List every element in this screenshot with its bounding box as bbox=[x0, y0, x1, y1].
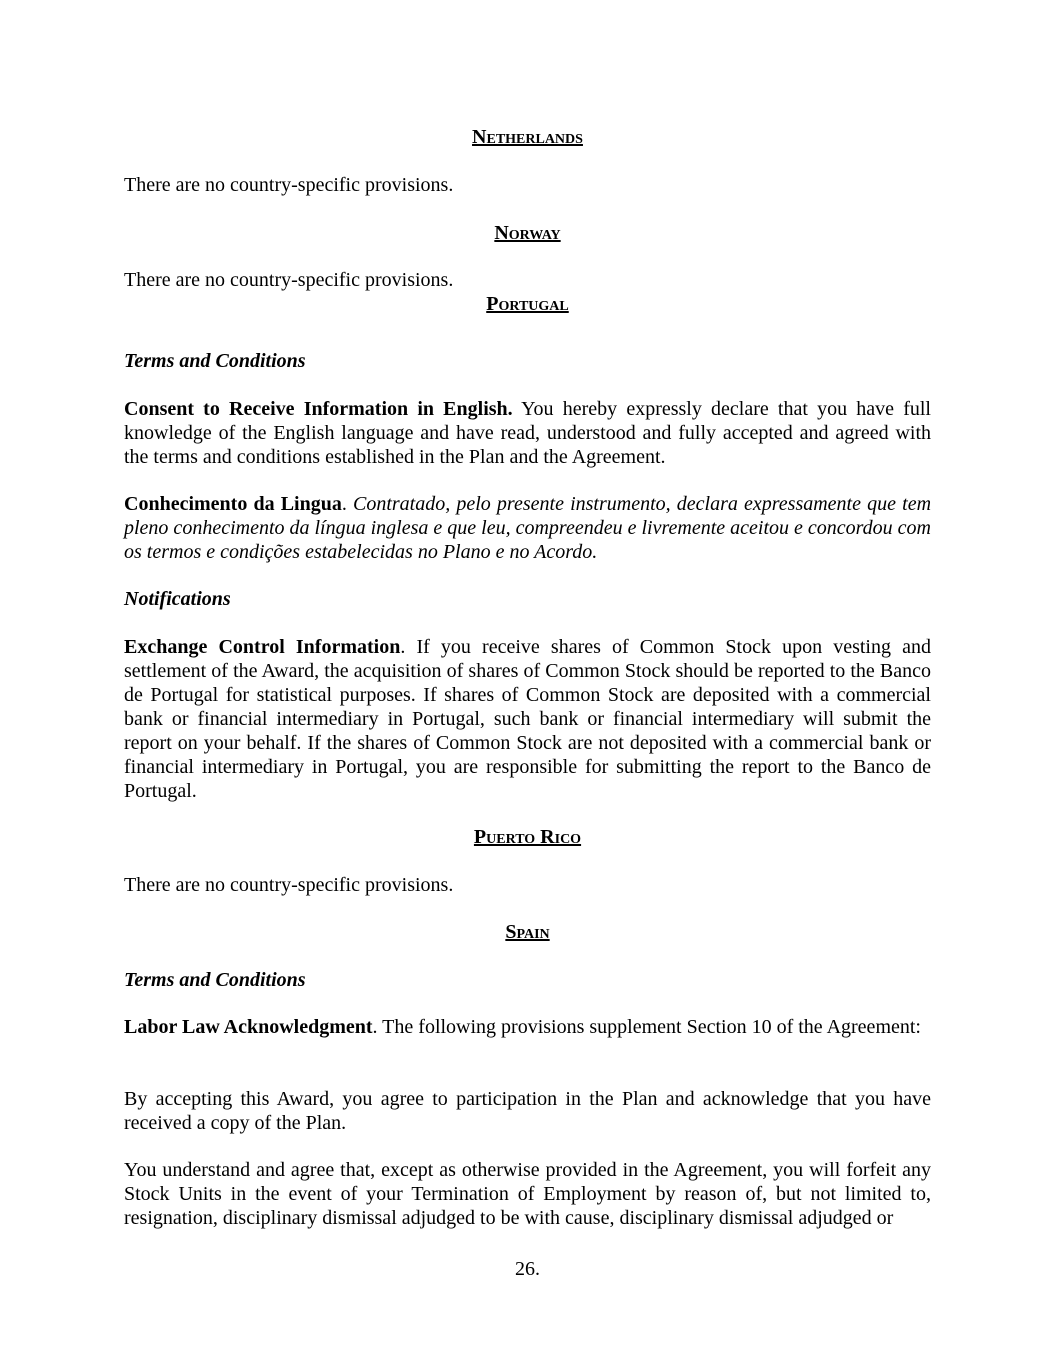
page-number: 26. bbox=[515, 1258, 540, 1280]
portugal-notifications-heading: Notifications bbox=[124, 588, 231, 610]
portugal-lingua-paragraph bbox=[124, 492, 931, 564]
portugal-terms-heading: Terms and Conditions bbox=[124, 350, 306, 372]
norway-text: There are no country-specific provisions. bbox=[124, 269, 454, 291]
labor-title: Labor Law Acknowledgment bbox=[124, 1016, 373, 1038]
heading-portugal: Portugal bbox=[486, 293, 569, 315]
lingua-title: Conhecimento da Lingua bbox=[124, 493, 342, 515]
spain-labor-paragraph bbox=[124, 1015, 931, 1039]
consent-title: Consent to Receive Information in English. bbox=[124, 398, 513, 420]
spain-accept-paragraph: By accepting this Award, you agree to participation in the Plan and acknowledge that you have received a copy of the Plan. bbox=[124, 1088, 931, 1134]
exchange-text: . If you receive shares of Common Stock upon vesting and settlement of the Award, the acquisition of shares of Common Stock should be reported to the Banco de Portugal for statistical purposes. If shares of Common Stock are deposited with a commercial bank or financial intermediary in Portugal, such bank or financial intermediary will submit the report on your behalf. If the shares of Common Stock are not deposited with a commercial bank or financial intermediary in Portugal, you are responsible for submitting the report to the Banco de Portugal. bbox=[124, 636, 931, 802]
lingua-sep: . bbox=[341, 493, 353, 515]
lingua-text: Contratado, pelo presente instrumento, declara expressamente que tem pleno conhecimento da língua inglesa e que leu, compreendeu e livremente aceitou e concordou com os termos e condições estabelecidas no Plano e no Acordo. bbox=[124, 493, 932, 563]
heading-puerto-rico: Puerto Rico bbox=[473, 826, 582, 848]
puerto-rico-text: There are no country-specific provisions. bbox=[124, 874, 454, 896]
consent-text: You hereby expressly declare that you have full knowledge of the English language and have read, understood and fully accepted and agreed with the terms and conditions established in the Plan and the Agreement. bbox=[124, 398, 931, 468]
heading-spain: Spain bbox=[505, 921, 550, 943]
document-page bbox=[124, 0, 931, 1365]
spain-terms-heading: Terms and Conditions bbox=[124, 969, 306, 991]
heading-netherlands: Netherlands bbox=[472, 126, 583, 148]
labor-text: . The following provisions supplement Section 10 of the Agreement: bbox=[372, 1016, 921, 1038]
heading-norway: Norway bbox=[494, 222, 561, 244]
spain-forfeit-paragraph: You understand and agree that, except as otherwise provided in the Agreement, you will forfeit any Stock Units in the event of your Termination of Employment by reason of, but not limited to, resignation, disciplinary dismissal adjudged to be with cause, disciplinary dismissal adjudged or bbox=[124, 1159, 931, 1229]
exchange-title: Exchange Control Information bbox=[124, 636, 401, 658]
portugal-consent-paragraph bbox=[124, 397, 931, 469]
netherlands-text: There are no country-specific provisions. bbox=[124, 174, 454, 196]
portugal-exchange-paragraph bbox=[124, 635, 931, 803]
